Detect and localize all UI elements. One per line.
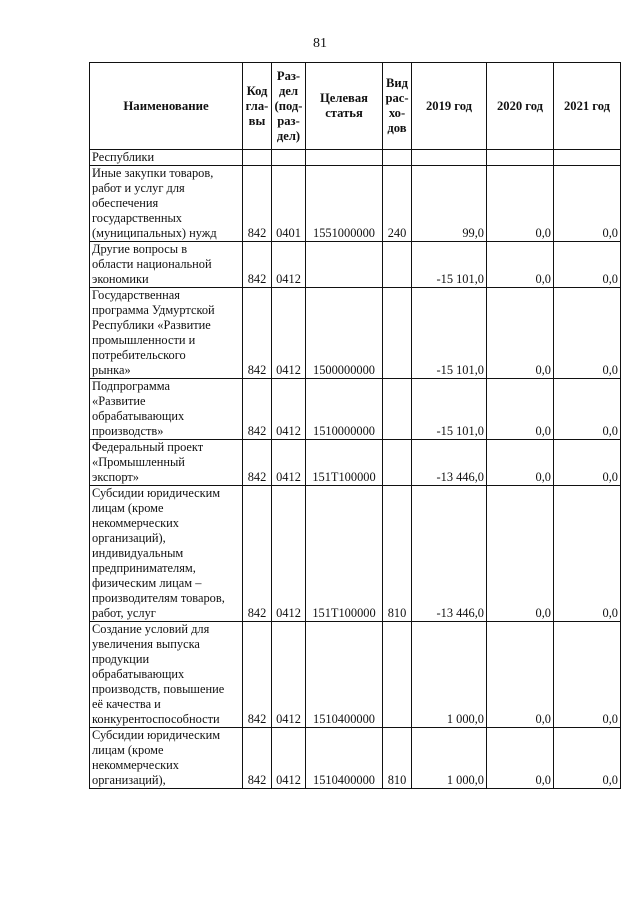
- cell-code: 842: [243, 622, 272, 728]
- cell-target: 1510000000: [306, 379, 383, 440]
- section-label: Республики: [90, 150, 243, 166]
- header-2019: 2019 год: [412, 63, 487, 150]
- cell-code: 842: [243, 242, 272, 288]
- header-code: Код гла- вы: [243, 63, 272, 150]
- cell-y2020: 0,0: [487, 288, 554, 379]
- cell-code: 842: [243, 288, 272, 379]
- cell-y2021: 0,0: [554, 728, 621, 789]
- cell-name: Другие вопросы в области национальной экономики: [90, 242, 243, 288]
- budget-table: [89, 62, 621, 789]
- cell-y2021: 0,0: [554, 486, 621, 622]
- cell-y2019: -15 101,0: [412, 288, 487, 379]
- cell-code: 842: [243, 440, 272, 486]
- cell-empty: [243, 150, 272, 166]
- cell-kind: 240: [383, 166, 412, 242]
- cell-y2020: 0,0: [487, 166, 554, 242]
- cell-code: 842: [243, 728, 272, 789]
- cell-y2019: -15 101,0: [412, 242, 487, 288]
- cell-y2019: -13 446,0: [412, 486, 487, 622]
- cell-y2020: 0,0: [487, 728, 554, 789]
- header-2021: 2021 год: [554, 63, 621, 150]
- cell-name: Субсидии юридическим лицам (кроме некоммерческих организаций),: [90, 728, 243, 789]
- cell-section: 0412: [272, 242, 306, 288]
- cell-section: 0412: [272, 486, 306, 622]
- header-section: Раз- дел (под- раз- дел): [272, 63, 306, 150]
- cell-y2019: 99,0: [412, 166, 487, 242]
- cell-name: Федеральный проект «Промышленный экспорт»: [90, 440, 243, 486]
- cell-empty: [272, 150, 306, 166]
- cell-kind: [383, 379, 412, 440]
- cell-kind: [383, 622, 412, 728]
- cell-section: 0412: [272, 728, 306, 789]
- cell-name: Создание условий для увеличения выпуска продукции обрабатывающих производств, повышение её качества и конкурентоспособности: [90, 622, 243, 728]
- cell-name: Субсидии юридическим лицам (кроме некоммерческих организаций), индивидуальным предпринимателям, физическим лицам – производителям товаров, работ, услуг: [90, 486, 243, 622]
- cell-section: 0412: [272, 288, 306, 379]
- cell-y2020: 0,0: [487, 622, 554, 728]
- table-row: [90, 728, 621, 789]
- cell-empty: [554, 150, 621, 166]
- table-row: [90, 379, 621, 440]
- cell-target: 151T100000: [306, 440, 383, 486]
- page-number: 81: [313, 36, 327, 51]
- cell-code: 842: [243, 486, 272, 622]
- cell-section: 0401: [272, 166, 306, 242]
- header-target: Целевая статья: [306, 63, 383, 150]
- cell-target: 1551000000: [306, 166, 383, 242]
- cell-section: 0412: [272, 440, 306, 486]
- cell-section: 0412: [272, 379, 306, 440]
- cell-kind: [383, 440, 412, 486]
- cell-empty: [412, 150, 487, 166]
- cell-empty: [306, 150, 383, 166]
- cell-y2021: 0,0: [554, 166, 621, 242]
- table-row: [90, 440, 621, 486]
- table-row: [90, 288, 621, 379]
- header-kind: Вид рас- хо- дов: [383, 63, 412, 150]
- cell-y2019: 1 000,0: [412, 728, 487, 789]
- table-row: [90, 166, 621, 242]
- header-name: Наименование: [90, 63, 243, 150]
- table-row: [90, 242, 621, 288]
- cell-target: 1510400000: [306, 728, 383, 789]
- cell-target: 1500000000: [306, 288, 383, 379]
- cell-y2020: 0,0: [487, 379, 554, 440]
- cell-y2020: 0,0: [487, 242, 554, 288]
- table-header-row: [90, 63, 621, 150]
- cell-y2019: -13 446,0: [412, 440, 487, 486]
- cell-kind: [383, 288, 412, 379]
- cell-y2020: 0,0: [487, 486, 554, 622]
- table-row: [90, 486, 621, 622]
- cell-empty: [487, 150, 554, 166]
- table-row: [90, 622, 621, 728]
- cell-kind: 810: [383, 486, 412, 622]
- cell-y2019: -15 101,0: [412, 379, 487, 440]
- cell-y2019: 1 000,0: [412, 622, 487, 728]
- cell-target: [306, 242, 383, 288]
- cell-code: 842: [243, 166, 272, 242]
- cell-target: 1510400000: [306, 622, 383, 728]
- cell-kind: [383, 242, 412, 288]
- cell-y2021: 0,0: [554, 242, 621, 288]
- cell-target: 151T100000: [306, 486, 383, 622]
- cell-section: 0412: [272, 622, 306, 728]
- cell-y2021: 0,0: [554, 622, 621, 728]
- cell-y2021: 0,0: [554, 440, 621, 486]
- cell-name: Государственная программа Удмуртской Республики «Развитие промышленности и потребительского рынка»: [90, 288, 243, 379]
- header-2020: 2020 год: [487, 63, 554, 150]
- cell-name: Подпрограмма «Развитие обрабатывающих производств»: [90, 379, 243, 440]
- cell-kind: 810: [383, 728, 412, 789]
- cell-y2021: 0,0: [554, 288, 621, 379]
- table-row: [90, 150, 621, 166]
- cell-y2020: 0,0: [487, 440, 554, 486]
- cell-code: 842: [243, 379, 272, 440]
- cell-y2021: 0,0: [554, 379, 621, 440]
- cell-name: Иные закупки товаров, работ и услуг для обеспечения государственных (муниципальных) нужд: [90, 166, 243, 242]
- cell-empty: [383, 150, 412, 166]
